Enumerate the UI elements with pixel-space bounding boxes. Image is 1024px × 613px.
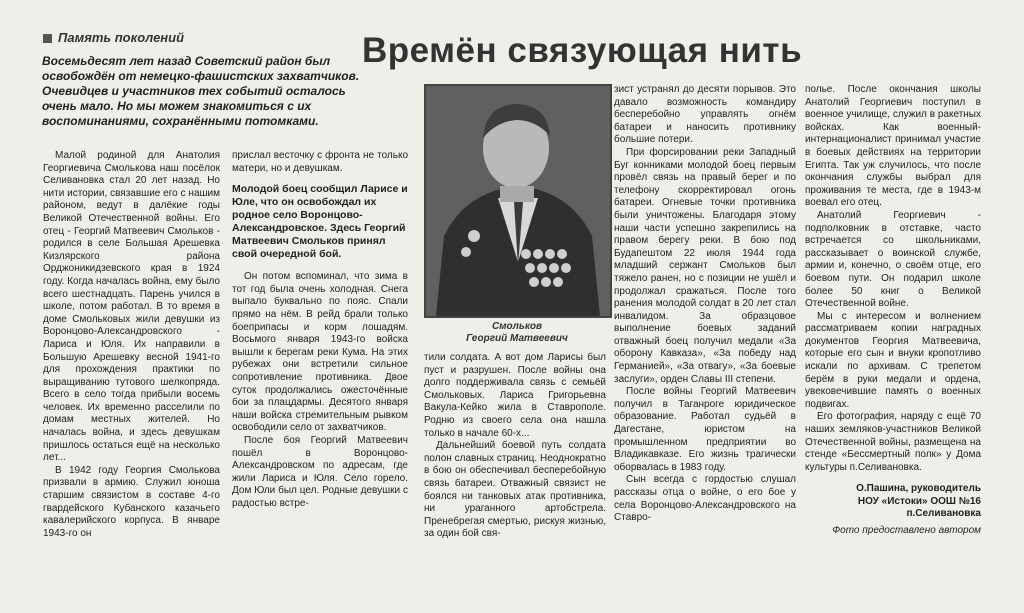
paragraph: Он потом вспоминал, что зима в тот год была очень холодная. Снега выпало буквально по пояс. Спали прямо на нём. В рейд брали только боеприпасы и корм лошадям. Восьмого января 1943-го войска вышли к берегам реки Кума. На этих рубежах они встретили сильное сопротивление противника. Двое суток продолжались ожесточённые бои за плацдармы. Десятого января наши войска стремительным рывком освободили село от захватчиков. <box>232 271 408 434</box>
paragraph: тили солдата. А вот дом Ларисы был пуст и разрушен. После войны она долго поддерживала связь с семьёй Смольковых. Лариса Григорьевна Вакула-Кейко жила в Ставрополе. Родню из своего села она нашла только в начале 60-х... <box>424 352 606 439</box>
caption-line: Смольков <box>491 321 543 332</box>
article-headline: Времён связующая нить <box>362 31 803 70</box>
paragraph: Малой родиной для Анатолия Георгиевича Смолькова наш посёлок Селивановка стал 20 лет назад. Но нити истории, связавшие его с нашим районом, ведут в далёкие годы Великой Отечественной войны. Его отец - Георгий Матвеевич Смольков - родился в селе Большая Арешевка Кизлярского района Орджоникидзевского края в 1924 году. Когда началась война, ему было всего шестнадцать. Парень учился в школе, потом работал. В то время в доме Смольковых жили девушки из Воронцово-Александровского - Лариса и Юля. Их направили в Большую Арешевку весной 1941-го для прохождения практики по выращиванию тутового шелкопряда. Всего в село тогда прибыли восемь человек. Их временно расселили по домам местных жителей. Но началась война, и здесь девушкам пришлось остаться ещё на несколько лет... <box>43 150 220 464</box>
portrait-image <box>426 86 610 316</box>
signature-line: НОУ «Истоки» ООШ №16 <box>857 495 981 507</box>
paragraph: В 1942 году Георгия Смолькова призвали в армию. Служил юноша старшим связистом в составе 4-го гвардейского Кубанского казачьего кавалерийского корпуса. В январе 1943-го он <box>43 464 220 539</box>
paragraph: зист устранял до десяти порывов. Это давало возможность командиру бесперебойно управлять огнём батареи и наносить противнику большие потери. <box>614 84 796 146</box>
paragraph: Анатолий Георгиевич - подполковник в отставке, часто встречается со школьниками, рассказывает о воинской службе, армии и, конечно, о своём отце, его боевом пути. Он подарил школе более 50 книг о Великой Отечественной войне. <box>805 209 981 310</box>
article-lead: Восемьдесят лет назад Советский район был освобождён от немецко-фашистских захватчиков. Очевидцев и участников тех событий осталось очень мало. Но мы можем знакомиться с их воспоминаниями, сохранёнными потомками. <box>42 54 360 128</box>
highlight-box: Молодой боец сообщил Ларисе и Юле, что он освобождал их родное село Воронцово-Александровское. Здесь Георгий Матвеевич Смольков принял свой очередной бой. <box>232 183 408 261</box>
photo-caption <box>424 321 610 345</box>
paragraph: Дальнейший боевой путь солдата полон славных страниц. Неоднократно в бою он обеспечивал бесперебойную связь батареи. Отважный связист не боялся ни танковых атак противника, ни ураганного артобстрела. Пренебрегая смертью, рискуя жизнью, за один бой свя- <box>424 440 606 540</box>
caption-line: Георгий Матвеевич <box>466 333 568 344</box>
photo-credit: Фото предоставлено автором <box>832 524 981 536</box>
rubric-label: Память поколений <box>58 30 185 45</box>
paragraph: полье. После окончания школы Анатолий Георгиевич поступил в военное училище, служил в ракетных войсках. Как военный-интернационалист принимал участие в боевых действиях на территории Египта. Так уж случилось, что после окончания службы выбрал для проживания те места, где в 1943-м воевал его отец. <box>805 84 981 209</box>
paragraph: Его фотография, наряду с ещё 70 наших земляков-участников Великой Отечественной войны, размещена на стенде «Бессмертный полк» у Дома культуры п.Селивановка. <box>805 411 981 473</box>
paragraph: После войны Георгий Матвеевич получил в Таганроге юридическое образование. Работал судьёй в Дагестане, юристом на промышленном предприятии во Владикавказе. Его жизнь трагически оборвалась в 1983 году. <box>614 386 796 473</box>
portrait-photo <box>424 84 612 318</box>
paragraph: прислал весточку с фронта не только матери, но и девушкам. <box>232 150 408 174</box>
article-column-4 <box>614 84 796 570</box>
paragraph: Сын всегда с гордостью слушал рассказы отца о войне, о его бое у села Воронцово-Александровского на Ставро- <box>614 474 796 524</box>
signature-line: О.Пашина, руководитель <box>856 483 981 495</box>
rubric <box>43 30 184 45</box>
paragraph: При форсировании реки Западный Буг конниками молодой боец первым провёл связь на правый берег и по телефону скорректировал огонь батареи. Огневые точки противника были уничтожены. Благодаря этому наши части успешно закрепились на правом берегу реки. В бою под Будапештом 22 июля 1944 года младший сержант Смольков был тяжело ранен, но с позиции не ушёл и продолжал сражаться. После того ранения молодой солдат в 20 лет стал инвалидом. За образцовое выполнение боевых заданий отважный боец получил медали «За оборону Кавказа», «За победу над Германией», «За отвагу», «За боевые заслуги», орден Славы III степени. <box>614 146 796 385</box>
signature-line: п.Селивановка <box>906 508 981 520</box>
article-column-5 <box>805 84 981 576</box>
author-signature <box>805 483 981 521</box>
paragraph: Мы с интересом и волнением рассматриваем копии наградных документов Георгия Матвеевича, которые его сын и внуки кропотливо искали по архивам. С трепетом берём в руки медали и ордена, увековечившие память о военных подвигах. <box>805 310 981 410</box>
article-column-3 <box>424 352 606 570</box>
paragraph: После боя Георгий Матвеевич пошёл в Воронцово-Александровском по адресам, где жили Лариса и Юля. Село горело. Дом Юли был цел. Родные девушки с радостью встре- <box>232 434 408 509</box>
square-bullet-icon <box>43 34 52 43</box>
article-column-2 <box>232 150 408 570</box>
article-column-1 <box>43 150 220 570</box>
